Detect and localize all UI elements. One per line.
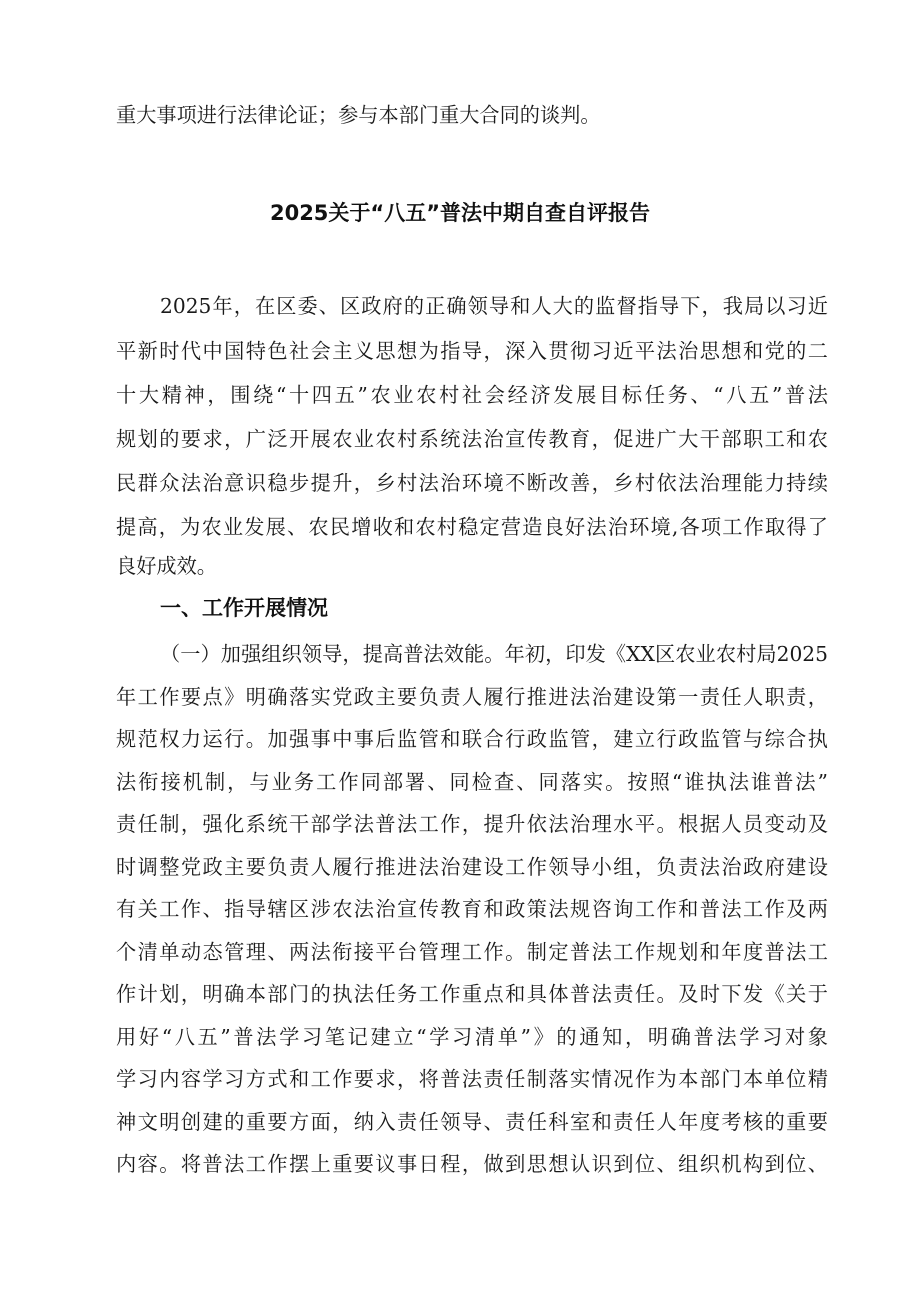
paragraph-line: 责任制，强化系统干部学法普法工作，提升依法治理水平。根据人员变动及 bbox=[116, 812, 828, 836]
paragraph-line: 个清单动态管理、两法衔接平台管理工作。制定普法工作规划和年度普法工 bbox=[116, 940, 828, 964]
paragraph-line: 十大精神，围绕“十四五”农业农村社会经济发展目标任务、“八五”普法 bbox=[116, 383, 828, 407]
paragraph-line: 有关工作、指导辖区涉农法治宣传教育和政策法规咨询工作和普法工作及两 bbox=[116, 897, 828, 921]
top-fragment-line: 重大事项进行法律论证；参与本部门重大合同的谈判。 bbox=[116, 103, 601, 127]
paragraph-line: 2025年，在区委、区政府的正确领导和人大的监督指导下，我局以习近 bbox=[160, 294, 828, 318]
paragraph-line: 神文明创建的重要方面，纳入责任领导、责任科室和责任人年度考核的重要 bbox=[116, 1110, 828, 1134]
paragraph-line: 学习内容学习方式和工作要求，将普法责任制落实情况作为本部门本单位精 bbox=[116, 1067, 828, 1091]
paragraph-line: 良好成效。 bbox=[116, 554, 217, 578]
paragraph-line: 规划的要求，广泛开展农业农村系统法治宣传教育，促进广大干部职工和农 bbox=[116, 427, 828, 451]
paragraph-line: 民群众法治意识稳步提升，乡村法治环境不断改善，乡村依法治理能力持续 bbox=[116, 471, 828, 495]
section-heading: 一、工作开展情况 bbox=[160, 596, 328, 620]
paragraph-line: 平新时代中国特色社会主义思想为指导，深入贯彻习近平法治思想和党的二 bbox=[116, 339, 828, 363]
paragraph-line: 规范权力运行。加强事中事后监管和联合行政监管，建立行政监管与综合执 bbox=[116, 727, 828, 751]
paragraph-line: 法衔接机制，与业务工作同部署、同检查、同落实。按照“谁执法谁普法” bbox=[116, 770, 828, 794]
paragraph-line: 提高，为农业发展、农民增收和农村稳定营造良好法治环境,各项工作取得了 bbox=[116, 515, 828, 539]
report-title: 2025关于“八五”普法中期自查自评报告 bbox=[269, 201, 651, 225]
paragraph-line: 用好“八五”普法学习笔记建立“学习清单”》的通知，明确普法学习对象 bbox=[116, 1025, 828, 1049]
paragraph-line: （一）加强组织领导，提高普法效能。年初，印发《XX区农业农村局2025 bbox=[160, 642, 828, 666]
paragraph-line: 作计划，明确本部门的执法任务工作重点和具体普法责任。及时下发《关于 bbox=[116, 982, 828, 1006]
paragraph-line: 年工作要点》明确落实党政主要负责人履行推进法治建设第一责任人职责， bbox=[116, 685, 828, 709]
paragraph-line: 时调整党政主要负责人履行推进法治建设工作领导小组，负责法治政府建设 bbox=[116, 855, 828, 879]
paragraph-line: 内容。将普法工作摆上重要议事日程，做到思想认识到位、组织机构到位、 bbox=[116, 1152, 828, 1176]
